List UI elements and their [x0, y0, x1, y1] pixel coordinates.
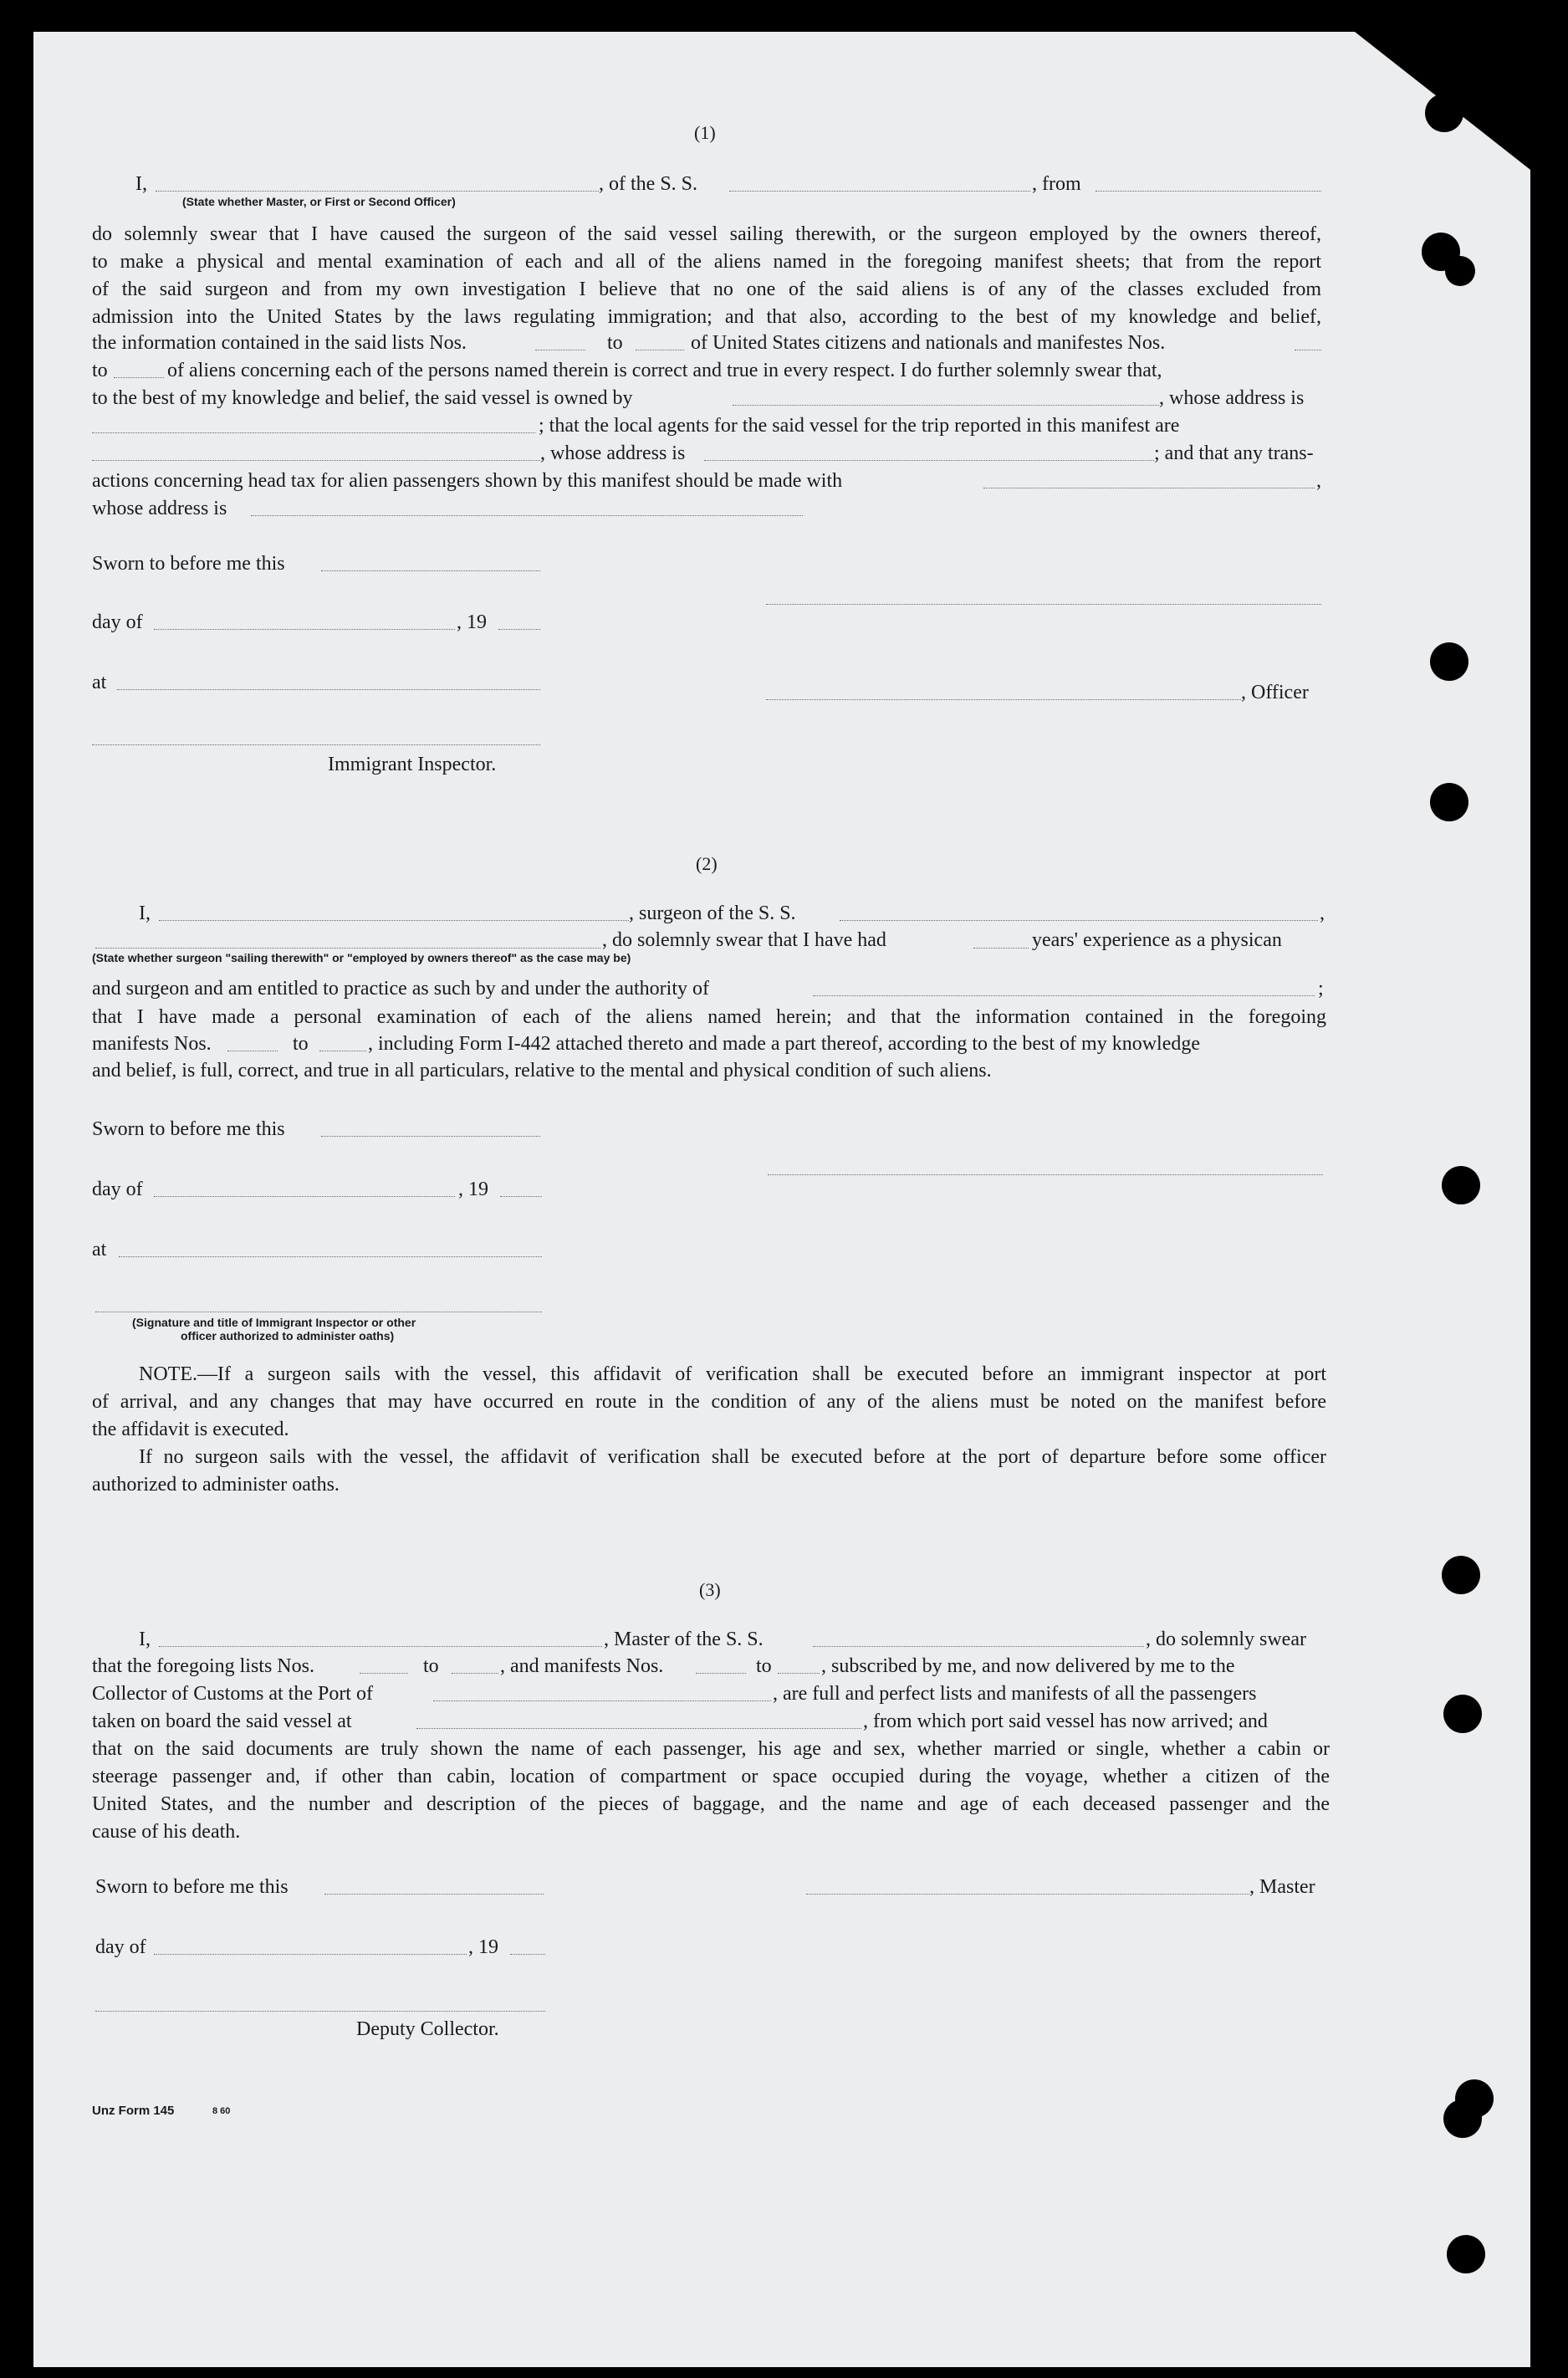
s1-inspector-line[interactable]: [92, 744, 540, 745]
s3-l2e: , subscribed by me, and now delivered by me to the: [821, 1655, 1235, 1677]
s2-vessel-field[interactable]: [840, 920, 1318, 921]
s2-l5c: , including Form I-442 attached thereto and made a part thereof, according to the best of my knowledge: [368, 1033, 1201, 1055]
form-page: [33, 32, 1530, 2367]
s1-dayof: day of: [92, 611, 143, 633]
s2-surgeon: , surgeon of the S. S.: [629, 903, 796, 924]
s2-l5b: to: [293, 1033, 309, 1055]
s1-l7a: to the best of my knowledge and belief, the said vessel is owned by: [92, 387, 633, 409]
s2-surgeon-role-field[interactable]: [95, 948, 600, 949]
s2-signature-line[interactable]: [768, 1174, 1323, 1175]
s2-sig-caption-2: officer authorized to administer oaths): [181, 1329, 395, 1342]
s3-oath-text: that on the said documents are truly shown the name of each passenger, his age and sex, whether married or single, whether a cabin or steerage passenger and, if other than cabin, location of compartment or space occupied during the voyage, whether a citizen of the United States, and the number and description of the pieces of baggage, and the name and age of each deceased passenger and the cause of his death.: [92, 1738, 1330, 1843]
s3-l1c: , do solemnly swear: [1146, 1629, 1306, 1650]
section-2-number: (2): [696, 853, 718, 874]
s3-dayof: day of: [95, 1936, 146, 1958]
s3-l2c: , and manifests Nos.: [500, 1655, 664, 1677]
s2-line2a: , do solemnly swear that I have had: [602, 929, 886, 951]
s2-sig-caption-1: (Signature and title of Immigrant Inspector or other: [132, 1316, 416, 1329]
s1-agents-field[interactable]: [92, 460, 540, 461]
s1-l7b: , whose address is: [1159, 387, 1305, 409]
s3-l3b: , are full and perfect lists and manifests of all the passengers: [773, 1683, 1257, 1705]
s1-oath-text: do solemnly swear that I have caused the surgeon of the said vessel sailing therewith, or the surgeon employed by the owners thereof, to make a physical and mental examination of each and all of the aliens named in the foregoing manifest sheets; that from the report of the said surgeon and from my own investigation I believe that no one of the said aliens is of any of the classes excluded from admission into the United States by the laws regulating immigration; and that also, according to the best of my knowledge and belief,: [92, 223, 1321, 328]
s2-sworn: Sworn to before me this: [92, 1118, 285, 1140]
s1-year-field[interactable]: [498, 629, 540, 630]
s3-l2b: to: [423, 1655, 439, 1677]
punch-hole: [1430, 642, 1468, 681]
punch-hole: [1442, 1166, 1480, 1204]
punch-hole: [1445, 256, 1475, 286]
s1-l6b: of aliens concerning each of the persons named therein is correct and true in every respect. I do further solemnly swear that,: [167, 360, 1162, 381]
s3-l2a: that the foregoing lists Nos.: [92, 1655, 314, 1677]
s1-head-tax-address-field[interactable]: [251, 515, 803, 516]
s1-at: at: [92, 672, 107, 693]
s3-collector-line[interactable]: [95, 2011, 545, 2012]
s3-sworn-date-field[interactable]: [324, 1894, 544, 1895]
s2-at: at: [92, 1239, 107, 1261]
s1-l10: actions concerning head tax for alien passengers shown by this manifest should be made with: [92, 470, 843, 492]
s2-sworn-date-field[interactable]: [321, 1136, 540, 1137]
section-3-number: (3): [699, 1579, 721, 1600]
s3-collector: Deputy Collector.: [356, 2018, 499, 2040]
s2-dayof: day of: [92, 1179, 143, 1200]
s3-day-field[interactable]: [154, 1954, 467, 1955]
s3-master: , Master: [1249, 1876, 1315, 1898]
s2-line2b: years' experience as a physican: [1032, 929, 1282, 951]
punch-hole: [1443, 1695, 1482, 1733]
s3-manifests-to-field[interactable]: [778, 1673, 820, 1674]
s1-agents-address-field[interactable]: [704, 460, 1154, 461]
form-number: Unz Form 145: [92, 2104, 175, 2118]
s1-sworn-date-field[interactable]: [321, 570, 540, 571]
s2-semicolon: ;: [1318, 978, 1324, 1000]
s2-comma: ,: [1320, 903, 1325, 924]
s2-caption: (State whether surgeon "sailing therewith" or "employed by owners thereof" as the case may be): [92, 951, 631, 964]
s1-manifests-to-field[interactable]: [114, 377, 164, 378]
s3-manifests-from-field[interactable]: [696, 1673, 746, 1674]
s2-l4: that I have made a personal examination of each of the aliens named herein; and that the information contained in the foregoing: [92, 1006, 1326, 1028]
s1-l9b: ; and that any trans-: [1154, 442, 1314, 464]
s1-at-field[interactable]: [117, 689, 540, 690]
s2-at-field[interactable]: [119, 1256, 542, 1257]
s2-l6: and belief, is full, correct, and true in all particulars, relative to the mental and physical condition of such aliens.: [92, 1060, 992, 1082]
s1-l5b: to: [607, 332, 623, 354]
s1-l5a: the information contained in the said lists Nos.: [92, 332, 467, 354]
s1-owner-address-field[interactable]: [92, 432, 535, 433]
s1-officer-name-field[interactable]: [156, 191, 599, 192]
punch-hole: [1443, 2099, 1482, 2138]
s1-year: , 19: [457, 611, 487, 633]
s1-vessel-field[interactable]: [729, 191, 1030, 192]
s2-years-field[interactable]: [973, 948, 1029, 949]
s2-i: I,: [139, 903, 151, 924]
s3-lists-from-field[interactable]: [360, 1673, 408, 1674]
s3-master-name-field[interactable]: [159, 1646, 602, 1647]
s3-sworn: Sworn to before me this: [95, 1876, 289, 1898]
s1-from: , from: [1032, 173, 1081, 195]
punch-hole: [1447, 2235, 1485, 2273]
s1-of-ss: , of the S. S.: [599, 173, 698, 195]
s1-officer-line[interactable]: [766, 699, 1241, 700]
s1-l11: whose address is: [92, 498, 227, 519]
s1-inspector: Immigrant Inspector.: [328, 754, 497, 775]
s1-i: I,: [135, 173, 147, 195]
s2-surgeon-name-field[interactable]: [159, 920, 629, 921]
s2-year-field[interactable]: [500, 1196, 542, 1197]
s3-lists-to-field[interactable]: [452, 1673, 498, 1674]
s2-authority-field[interactable]: [813, 995, 1315, 996]
section-1-number: (1): [694, 122, 716, 143]
form-code: 8 60: [212, 2106, 231, 2116]
s1-sworn: Sworn to before me this: [92, 553, 285, 575]
s1-l5c: of United States citizens and nationals and manifestes Nos.: [691, 332, 1166, 354]
s3-master-signature-line[interactable]: [806, 1894, 1249, 1895]
s3-l3a: Collector of Customs at the Port of: [92, 1683, 373, 1705]
punch-hole: [1430, 783, 1468, 821]
s1-day-field[interactable]: [154, 629, 455, 630]
s1-comma: ,: [1316, 470, 1321, 492]
s2-year: , 19: [458, 1179, 488, 1200]
s1-signature-line[interactable]: [766, 604, 1321, 605]
s3-boarding-port-field[interactable]: [416, 1728, 861, 1729]
s1-l9a: , whose address is: [540, 442, 686, 464]
s2-l5a: manifests Nos.: [92, 1033, 212, 1055]
s1-caption: (State whether Master, or First or Second Officer): [182, 195, 456, 208]
s2-l3: and surgeon and am entitled to practice as such by and under the authority of: [92, 978, 709, 1000]
punch-hole: [1425, 94, 1463, 132]
s1-officer: , Officer: [1241, 682, 1309, 703]
s1-l6a: to: [92, 360, 108, 381]
s1-l8: ; that the local agents for the said vessel for the trip reported in this manifest are: [539, 415, 1180, 437]
s3-year-field[interactable]: [510, 1954, 545, 1955]
s1-owner-field[interactable]: [733, 405, 1159, 406]
punch-hole: [1442, 1556, 1480, 1594]
s3-year: , 19: [468, 1936, 498, 1958]
s3-l1b: , Master of the S. S.: [604, 1629, 764, 1650]
s3-l4b: , from which port said vessel has now arrived; and: [863, 1711, 1268, 1732]
s3-l1a: I,: [139, 1629, 151, 1650]
s3-l4a: taken on board the said vessel at: [92, 1711, 352, 1732]
s3-vessel-field[interactable]: [813, 1646, 1144, 1647]
s2-day-field[interactable]: [154, 1196, 455, 1197]
s3-port-field[interactable]: [433, 1700, 771, 1701]
s2-note: NOTE.—If a surgeon sails with the vessel, this affidavit of verification shall be executed before an immigrant inspector at port of arrival, and any changes that may have occurred en route in the condition of any of the aliens must be noted on the manifest before the affidavit is executed. If no surgeon sails with the vessel, the affidavit of verification shall be executed before at the port of departure before some officer authorized to administer oaths.: [92, 1363, 1326, 1496]
s1-from-field[interactable]: [1096, 191, 1321, 192]
s3-l2d: to: [756, 1655, 772, 1677]
